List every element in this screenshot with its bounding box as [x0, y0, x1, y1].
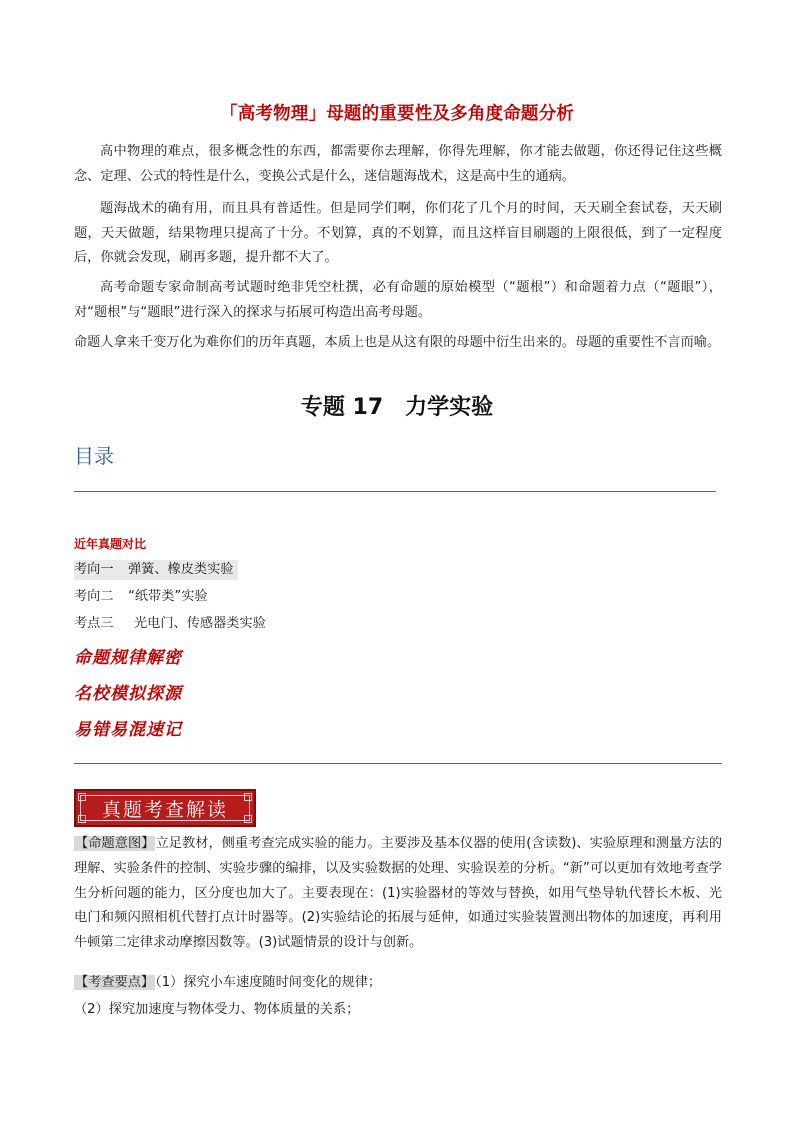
topic-title: 专题 17 力学实验	[300, 395, 494, 420]
banner-frame	[80, 795, 250, 821]
point-2: （2）探究加速度与物体受力、物体质量的关系；	[74, 1002, 360, 1017]
intro-paragraph-4: 命题人拿来千变万化为难你们的历年真题，本质上也是从这有限的母题中衍生出来的。母题的重要性不言而喻。	[74, 335, 721, 350]
toc-divider-bottom	[74, 763, 722, 764]
toc-section-errors[interactable]: 易错易混速记	[74, 720, 182, 740]
toc-subheading: 近年真题对比	[74, 537, 147, 551]
points-tag: 【考查要点】	[75, 975, 155, 990]
toc-item-number: 考点三	[74, 616, 114, 631]
toc-section-mock[interactable]: 名校模拟探源	[74, 684, 182, 704]
banner-text: 真题考查解读	[101, 798, 228, 821]
toc-item-number: 考向二	[74, 589, 114, 604]
intent-tag: 【命题意图】	[75, 836, 155, 851]
points-paragraph	[74, 971, 722, 996]
intro-paragraph-3: 高考命题专家命制高考试题时绝非凭空杜撰，必有命题的原始模型（“题根”）和命题着力点（“题眼”），对“题根”与“题眼”进行深入的探求与拓展可构造出高考母题。	[74, 280, 722, 320]
toc-section-rules[interactable]: 命题规律解密	[74, 648, 182, 668]
toc-divider-top	[74, 491, 716, 492]
toc-item-label: “纸带类”实验	[128, 589, 208, 604]
toc-item-number: 考向一	[74, 562, 114, 577]
toc-item-label: 弹簧、橡皮类实验	[128, 562, 234, 577]
intent-paragraph	[74, 832, 722, 956]
toc-item-3[interactable]	[74, 614, 266, 634]
point-1: （1）探究小车速度随时间变化的规律；	[155, 975, 382, 990]
intro-paragraph-1: 高中物理的难点，很多概念性的东西，都需要你去理解，你得先理解，你才能去做题，你还得记住这些概念、定理、公式的特性是什么，变换公式是什么，迷信题海战术，这是高中生的通病。	[74, 144, 722, 184]
toc-item-1[interactable]	[74, 560, 238, 580]
toc-item-2[interactable]	[74, 587, 208, 607]
intro-paragraph-2: 题海战术的确有用，而且具有普适性。但是同学们啊，你们花了几个月的时间，天天刷全套试卷，天天刷题，天天做题，结果物理只提高了十分。不划算，真的不划算，而且这样盲目刷题的上限很低，到了一定程度后，你就会发现，刷再多题，提升都不大了。	[74, 201, 722, 265]
toc-heading: 目录	[74, 444, 114, 468]
intent-text: 立足教材，侧重考查完成实验的能力。主要涉及基本仪器的使用(含读数)、实验原理和测量方法的理解、实验条件的控制、实验步骤的编排，以及实验数据的处理、实验误差的分析。“新”可以更加有效地考查学生分析问题的能力，区分度也加大了。主要表现在：(1)实验器材的等效与替换，如用气垫导轨代替长木板、光电门和频闪照相机代替打点计时器等。(2)实验结论的拓展与延伸，如通过实验装置测出物体的加速度，再利用牛顿第二定律求动摩擦因数等。(3)试题情景的设计与创新。	[74, 836, 723, 951]
document-title: 「高考物理」母题的重要性及多角度命题分析	[220, 104, 574, 124]
section-banner	[74, 789, 256, 827]
toc-item-label: 光电门、传感器类实验	[134, 616, 266, 631]
